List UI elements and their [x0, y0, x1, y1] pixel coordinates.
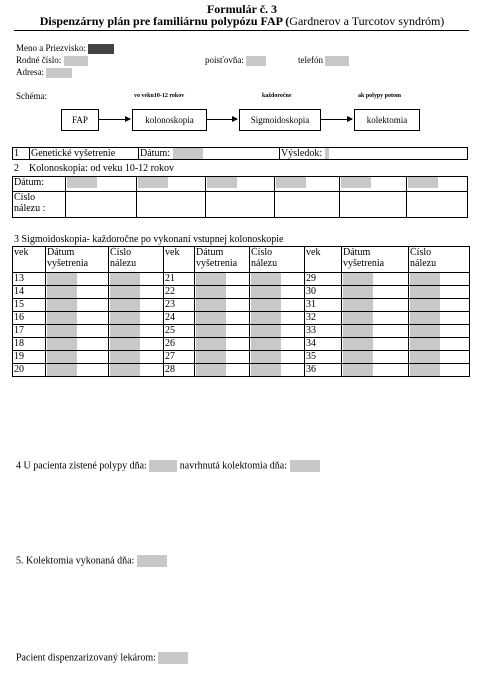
s3-num-input[interactable] [110, 312, 140, 324]
s3-date-input[interactable] [47, 273, 77, 285]
s3-date-cell [342, 286, 409, 299]
s3-date-cell [195, 312, 250, 325]
s3-num-cell [409, 286, 470, 299]
scheme-label-1: vo veku10-12 rokov [134, 93, 185, 99]
s3-date-cell [195, 299, 250, 312]
s3-date-input[interactable] [47, 286, 77, 298]
s3-date-input[interactable] [196, 286, 226, 298]
s3-date-input[interactable] [343, 273, 373, 285]
s3-h-num-l2: nálezu [410, 258, 437, 269]
s3-row [13, 312, 470, 325]
s3-num-input[interactable] [410, 338, 440, 350]
birth-field [16, 55, 88, 66]
s3-age-cell: 33 [305, 325, 342, 338]
phone-label: telefón [298, 55, 323, 65]
s3-date-cell [195, 364, 250, 377]
s2-finding-cell[interactable] [340, 192, 407, 218]
s1-result-label: Výsledok: [281, 148, 323, 159]
s2-title: Kolonoskopia: od veku 10-12 rokov [29, 163, 174, 174]
s1-date-label: Dátum: [140, 148, 170, 159]
s3-date-cell [342, 325, 409, 338]
address-input[interactable] [46, 68, 72, 78]
s1-date-input[interactable] [173, 148, 203, 159]
header-rule [14, 30, 469, 31]
scheme-label-3: ak polypy potom [358, 93, 402, 99]
s3-date-input[interactable] [196, 364, 226, 376]
s3-age-cell: 19 [13, 351, 46, 364]
s3-num-input[interactable] [410, 325, 440, 337]
s3-age-cell: 15 [13, 299, 46, 312]
s5-line [16, 555, 167, 567]
scheme-arrow-3 [321, 119, 352, 120]
s3-num-cell [250, 286, 305, 299]
s3-age-cell: 13 [13, 273, 46, 286]
s1-label: Genetické vyšetrenie [30, 148, 139, 160]
s3-h-num-l1: Číslo [410, 247, 432, 258]
s3-num-cell [409, 364, 470, 377]
subtitle-bold: Dispenzárny plán pre familiárnu polypózu FAP ( [39, 14, 290, 28]
s3-date-cell [195, 351, 250, 364]
s3-num-input[interactable] [251, 364, 281, 376]
s3-num-cell [409, 325, 470, 338]
s3-row [13, 286, 470, 299]
s3-date-cell [46, 312, 109, 325]
s3-row [13, 364, 470, 377]
s3-age-cell: 14 [13, 286, 46, 299]
birth-input[interactable] [64, 56, 88, 66]
s3-date-input[interactable] [196, 299, 226, 311]
s4-line [16, 460, 320, 472]
s3-num-cell [109, 286, 164, 299]
s3-age-cell: 34 [305, 338, 342, 351]
s4-text2: navrhnutá kolektomia dňa: [179, 460, 287, 472]
s3-h-num-l2: nálezu [251, 258, 278, 269]
s3-date-input[interactable] [343, 364, 373, 376]
colectomy-done-input[interactable] [137, 555, 167, 567]
s3-h-date-l1: Dátum [47, 247, 75, 258]
s3-date-cell [46, 299, 109, 312]
s3-num-cell [109, 299, 164, 312]
s3-age-cell: 23 [164, 299, 195, 312]
s3-num-input[interactable] [110, 325, 140, 337]
s3-date-cell [195, 286, 250, 299]
s3-date-input[interactable] [343, 312, 373, 324]
s3-h-num [409, 247, 470, 273]
s3-num-cell [409, 312, 470, 325]
s2-num: 2 [14, 163, 19, 174]
s1-result-input[interactable] [325, 148, 329, 159]
s3-h-date [46, 247, 109, 273]
sigmoidoscopy-table [12, 246, 470, 377]
s3-date-cell [46, 325, 109, 338]
s3-date-input[interactable] [196, 273, 226, 285]
s3-h-num-l2: nálezu [110, 258, 137, 269]
s3-num-cell [409, 351, 470, 364]
s3-h-age: vek [305, 247, 342, 273]
s3-num-cell [250, 364, 305, 377]
genetic-table [12, 147, 468, 160]
s3-num-cell [109, 273, 164, 286]
name-input[interactable] [88, 44, 114, 54]
s3-date-input[interactable] [196, 325, 226, 337]
s3-date-cell [342, 364, 409, 377]
scheme-box-sigmoidoskopia: Sigmoidoskopia [239, 109, 321, 131]
insurer-label: poisťovňa: [205, 55, 244, 65]
scheme-arrow-1 [99, 119, 130, 120]
s2-date-input[interactable] [138, 177, 168, 188]
s3-h-date-l2: vyšetrenia [47, 258, 89, 269]
scheme-box-kolektomia: kolektomia [354, 109, 420, 131]
s3-date-input[interactable] [343, 351, 373, 363]
s3-date-input[interactable] [47, 364, 77, 376]
s3-age-cell: 30 [305, 286, 342, 299]
s3-date-input[interactable] [343, 338, 373, 350]
s3-age-cell: 16 [13, 312, 46, 325]
s3-num-input[interactable] [110, 351, 140, 363]
s3-num-cell [109, 338, 164, 351]
subtitle-rest: Gardnerov a Turcotov syndróm) [289, 14, 445, 28]
s3-age-cell: 26 [164, 338, 195, 351]
s3-date-cell [342, 351, 409, 364]
s2-finding-line1: Číslo [14, 192, 36, 203]
s3-h-num [250, 247, 305, 273]
s2-finding-cell[interactable] [66, 192, 137, 218]
s3-num-input[interactable] [110, 364, 140, 376]
s3-date-cell [46, 364, 109, 377]
s2-date-cell [340, 177, 407, 192]
s3-num-cell [250, 351, 305, 364]
s3-num-input[interactable] [251, 273, 281, 285]
s3-num-cell [250, 273, 305, 286]
s3-age-cell: 32 [305, 312, 342, 325]
colonoscopy-table [12, 176, 468, 218]
s3-age-cell: 29 [305, 273, 342, 286]
s3-row [13, 299, 470, 312]
s2-finding-cell[interactable] [407, 192, 468, 218]
s1-num: 1 [13, 148, 30, 160]
birth-label: Rodné číslo: [16, 55, 62, 65]
s3-h-date [342, 247, 409, 273]
s3-date-input[interactable] [343, 299, 373, 311]
s3-row [13, 338, 470, 351]
s3-num-cell [409, 338, 470, 351]
colectomy-planned-input[interactable] [290, 460, 320, 472]
s3-date-input[interactable] [47, 312, 77, 324]
s3-age-cell: 25 [164, 325, 195, 338]
s3-age-cell: 35 [305, 351, 342, 364]
s2-date-input[interactable] [341, 177, 371, 188]
s3-num-input[interactable] [251, 299, 281, 311]
s3-num-input[interactable] [251, 351, 281, 363]
s3-date-cell [195, 338, 250, 351]
s5-text: 5. Kolektomia vykonaná dňa: [16, 555, 135, 567]
scheme-arrow-2 [207, 119, 237, 120]
s1-result-cell [280, 148, 468, 160]
s3-date-input[interactable] [343, 325, 373, 337]
s3-num-input[interactable] [110, 286, 140, 298]
phone-field [298, 55, 349, 66]
s3-age-cell: 21 [164, 273, 195, 286]
s3-num-input[interactable] [410, 364, 440, 376]
s2-finding-label [13, 192, 66, 218]
s2-finding-cell[interactable] [137, 192, 206, 218]
polyps-date-input[interactable] [149, 460, 177, 472]
s3-h-num-l1: Číslo [251, 247, 273, 258]
s3-age-cell: 31 [305, 299, 342, 312]
s3-date-input[interactable] [196, 312, 226, 324]
doctor-input[interactable] [158, 652, 188, 664]
s3-date-cell [46, 286, 109, 299]
form-title: Formulár č. 3 [206, 2, 278, 16]
s3-h-date-l2: vyšetrenia [196, 258, 238, 269]
s3-age-cell: 17 [13, 325, 46, 338]
s3-row [13, 351, 470, 364]
s3-h-date [195, 247, 250, 273]
s3-num-cell [109, 364, 164, 377]
s2-date-cell [137, 177, 206, 192]
s3-num-input[interactable] [110, 273, 140, 285]
s3-num-input[interactable] [251, 338, 281, 350]
s2-date-input[interactable] [67, 177, 97, 188]
scheme-label: Schéma: [16, 91, 47, 101]
s3-num-input[interactable] [251, 286, 281, 298]
s3-h-num-l1: Číslo [110, 247, 132, 258]
insurer-field [205, 55, 266, 66]
scheme-label-2: každoročne [262, 93, 292, 99]
s3-num-cell [109, 351, 164, 364]
s3-h-date-l2: vyšetrenia [343, 258, 385, 269]
s2-date-cell [206, 177, 275, 192]
s3-date-cell [342, 273, 409, 286]
s2-finding-line2: nálezu : [14, 203, 46, 214]
s3-date-input[interactable] [343, 286, 373, 298]
s2-date-input[interactable] [207, 177, 237, 188]
footer-line [16, 652, 188, 664]
s2-date-input[interactable] [408, 177, 438, 188]
s3-num-input[interactable] [410, 299, 440, 311]
phone-input[interactable] [325, 56, 349, 66]
s3-age-cell: 36 [305, 364, 342, 377]
s3-date-cell [46, 338, 109, 351]
footer-text: Pacient dispenzarizovaný lekárom: [16, 652, 156, 664]
s2-finding-cell[interactable] [206, 192, 275, 218]
s3-num-cell [250, 312, 305, 325]
s4-text1: 4 U pacienta zistené polypy dňa: [16, 460, 147, 472]
s3-date-input[interactable] [47, 299, 77, 311]
s3-date-input[interactable] [196, 338, 226, 350]
s3-date-cell [46, 273, 109, 286]
s3-num-input[interactable] [410, 351, 440, 363]
s3-h-date-l1: Dátum [343, 247, 371, 258]
s3-date-cell [195, 273, 250, 286]
s3-age-cell: 28 [164, 364, 195, 377]
s3-num-cell [109, 325, 164, 338]
name-label: Meno a Priezvisko: [16, 43, 86, 53]
s3-row [13, 325, 470, 338]
s3-h-num [109, 247, 164, 273]
s3-date-input[interactable] [47, 338, 77, 350]
s2-date-cell [275, 177, 340, 192]
s3-age-cell: 20 [13, 364, 46, 377]
s3-date-cell [195, 325, 250, 338]
s3-h-date-l1: Dátum [196, 247, 224, 258]
s3-age-cell: 18 [13, 338, 46, 351]
s3-num-cell [250, 325, 305, 338]
s2-date-input[interactable] [276, 177, 306, 188]
scheme-box-fap: FAP [61, 109, 99, 131]
s2-heading [14, 163, 174, 174]
s3-num-cell [250, 299, 305, 312]
s3-h-age: vek [13, 247, 46, 273]
s3-num-input[interactable] [251, 312, 281, 324]
s2-date-cell [66, 177, 137, 192]
s3-num-input[interactable] [410, 273, 440, 285]
s3-num-input[interactable] [110, 338, 140, 350]
insurer-input[interactable] [246, 56, 266, 66]
s3-title: 3 Sigmoidoskopia- každoročne po vykonaní vstupnej kolonoskopie [14, 234, 284, 245]
s3-date-cell [342, 338, 409, 351]
s2-finding-cell[interactable] [275, 192, 340, 218]
name-field [16, 43, 114, 54]
s3-num-input[interactable] [251, 325, 281, 337]
s3-h-age: vek [164, 247, 195, 273]
s3-age-cell: 22 [164, 286, 195, 299]
form-subtitle [0, 14, 484, 29]
s3-date-input[interactable] [196, 351, 226, 363]
scheme-box-kolonoskopia: kolonoskopia [132, 109, 207, 131]
s3-date-cell [342, 312, 409, 325]
s3-num-input[interactable] [110, 299, 140, 311]
s3-num-input[interactable] [410, 286, 440, 298]
address-label: Adresa: [16, 67, 44, 77]
s3-row [13, 273, 470, 286]
s2-date-cell [407, 177, 468, 192]
s3-age-cell: 24 [164, 312, 195, 325]
s3-num-cell [409, 273, 470, 286]
s3-date-cell [342, 299, 409, 312]
s3-num-cell [109, 312, 164, 325]
address-field [16, 67, 72, 78]
s3-num-cell [250, 338, 305, 351]
s3-date-input[interactable] [47, 351, 77, 363]
s3-age-cell: 27 [164, 351, 195, 364]
s2-date-label: Dátum: [13, 177, 66, 192]
s1-date-cell [139, 148, 280, 160]
s3-num-cell [409, 299, 470, 312]
s3-date-input[interactable] [47, 325, 77, 337]
s3-num-input[interactable] [410, 312, 440, 324]
s3-date-cell [46, 351, 109, 364]
